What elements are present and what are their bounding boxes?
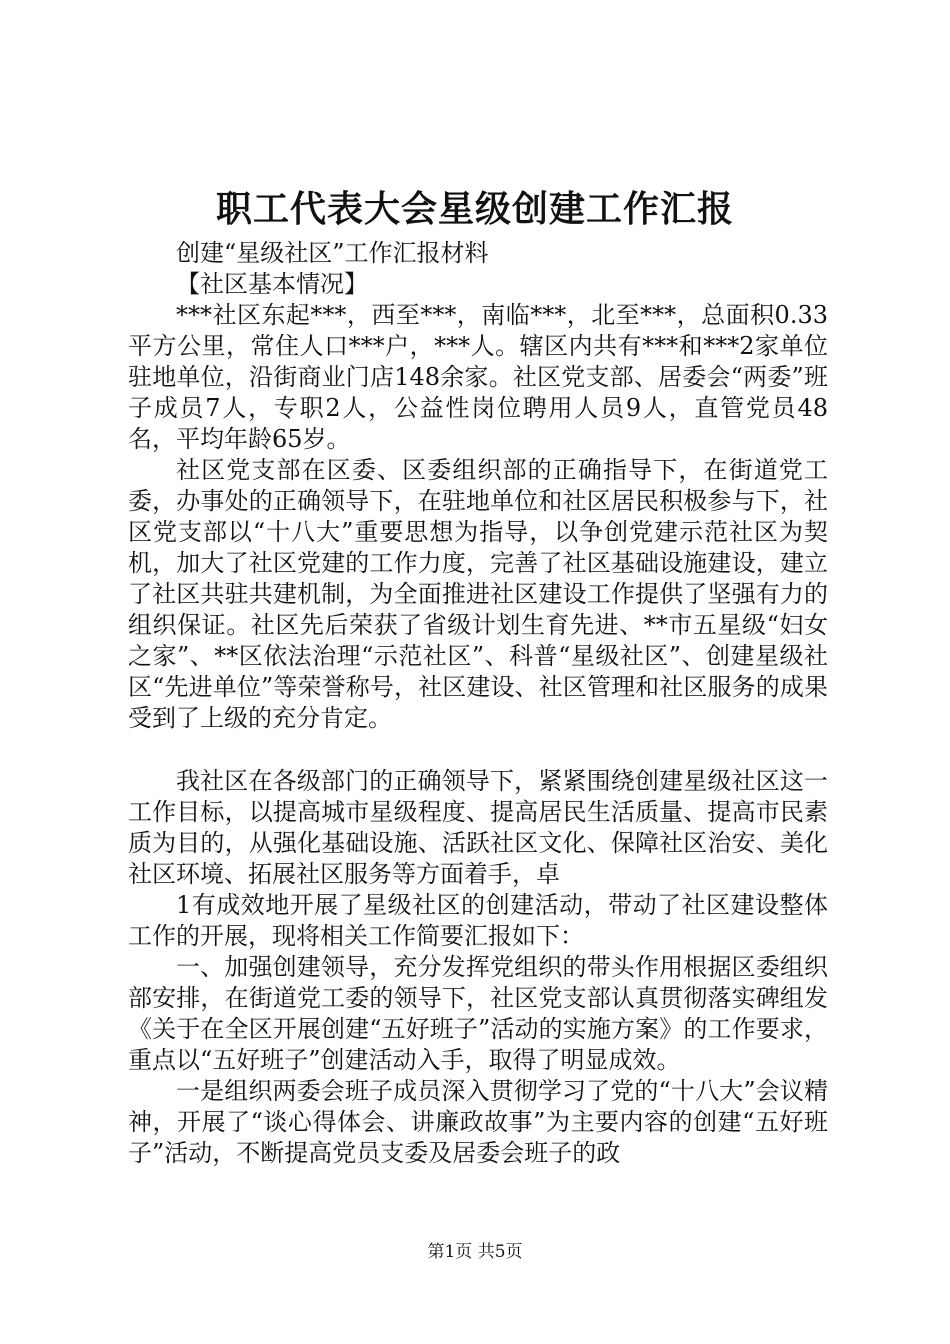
page-number-footer: 第1页 共5页 <box>427 1242 523 1262</box>
paragraph-point-one: 一是组织两委会班子成员深入贯彻学习了党的“十八大”会议精神，开展了“谈心得体会、讲廉政故事”为主要内容的创建“五好班子”活动，不断提高党员支委及居委会班子的政 <box>128 1077 828 1167</box>
document-subtitle: 创建“星级社区”工作汇报材料 <box>176 239 489 267</box>
document-body <box>128 238 828 1169</box>
paragraph-work-goal: 我社区在各级部门的正确领导下，紧紧围绕创建星级社区这一工作目标，以提高城市星级程度、提高居民生活质量、提高市民素质为目的，从强化基础设施、活跃社区文化、保障社区治安、美化社区环境、拓展社区服务等方面着手，卓 <box>128 767 828 888</box>
paragraph-summary-intro: 1有成效地开展了星级社区的创建活动，带动了社区建设整体工作的开展，现将相关工作简要汇报如下： <box>128 891 828 950</box>
document-title: 职工代表大会星级创建工作汇报 <box>215 189 734 230</box>
paragraph-basic-info: ***社区东起***，西至***，南临***，北至***，总面积0.33平方公里，常住人口***户，***人。辖区内共有***和***2家单位驻地单位，沿街商业门店148余家。社区党支部、居委会“两委”班子成员7人，专职2人，公益性岗位聘用人员9人，直管党员48名，平均年龄65岁。 <box>128 301 828 453</box>
section-heading: 【社区基本情况】 <box>176 270 368 298</box>
paragraph-section-one: 一、加强创建领导，充分发挥党组织的带头作用根据区委组织部安排，在街道党工委的领导下，社区党支部认真贯彻落实碑组发《关于在全区开展创建“五好班子”活动的实施方案》的工作要求，重点以“五好班子”创建活动入手，取得了明显成效。 <box>128 953 828 1074</box>
paragraph-gap <box>128 734 828 766</box>
paragraph-party-branch: 社区党支部在区委、区委组织部的正确指导下，在街道党工委，办事处的正确领导下，在驻地单位和社区居民积极参与下，社区党支部以“十八大”重要思想为指导，以争创党建示范社区为契机，加大了社区党建的工作力度，完善了社区基础设施建设，建立了社区共驻共建机制，为全面推进社区建设工作提供了坚强有力的组织保证。社区先后荣获了省级计划生育先进、**市五星级“妇女之家”、**区依法治理“示范社区”、科普“星级社区”、创建星级社区“先进单位”等荣誉称号，社区建设、社区管理和社区服务的成果受到了上级的充分肯定。 <box>128 456 828 732</box>
